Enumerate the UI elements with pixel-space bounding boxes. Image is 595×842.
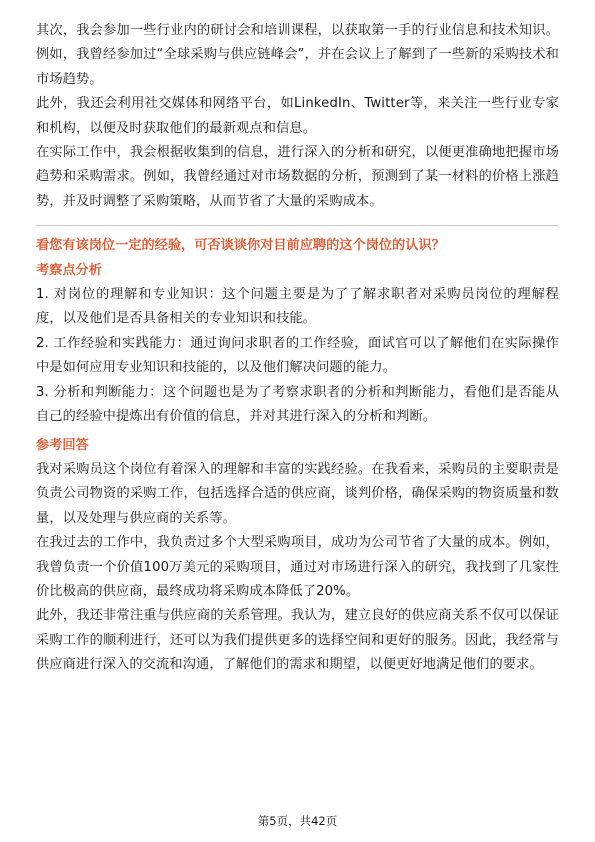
analysis-item: 2. 工作经验和实践能力：通过询问求职者的工作经验，面试官可以了解他们在实际操作中是如何应用专业知识和技能的，以及他们解决问题的能力。 (36, 335, 559, 376)
page-number-footer: 第5页，共42页 (257, 814, 338, 828)
reference-paragraph: 在我过去的工作中，我负责过多个大型采购项目，成功为公司节省了大量的成本。例如，我曾负责一个价值100万美元的采购项目，通过对市场进行深入的研究，我找到了几家性价比极高的供应商，最终成功将采购成本降低了20%。 (36, 535, 559, 599)
paragraph-social-media: 此外，我还会利用社交媒体和网络平台，如LinkedIn、Twitter等，来关注一些行业专家和机构，以便及时获取他们的最新观点和信息。 (36, 96, 559, 136)
section-divider (36, 225, 559, 226)
interview-question: 看您有该岗位一定的经验，可否谈谈你对目前应聘的这个岗位的认识？ (36, 238, 445, 254)
page-content (36, 19, 559, 678)
reference-paragraph: 我对采购员这个岗位有着深入的理解和丰富的实践经验。在我看来，采购员的主要职责是负责公司物资的采购工作，包括选择合适的供应商，谈判价格，确保采购的物资质量和数量，以及处理与供应商的关系等。 (36, 461, 559, 526)
analysis-item: 3. 分析和判断能力：这个问题也是为了考察求职者的分析和判断能力，看他们是否能从自己的经验中提炼出有价值的信息，并对其进行深入的分析和判断。 (36, 384, 559, 425)
reference-paragraph: 此外，我还非常注重与供应商的关系管理。我认为，建立良好的供应商关系不仅可以保证采购工作的顺利进行，还可以为我们提供更多的选择空间和更好的服务。因此，我经常与供应商进行深入的交流和沟通，了解他们的需求和期望，以便更好地满足他们的要求。 (36, 608, 559, 673)
paragraph-seminars: 其次，我会参加一些行业内的研讨会和培训课程，以获取第一手的行业信息和技术知识。例如，我曾经参加过“全球采购与供应链峰会”，并在会议上了解到了一些新的采购技术和市场趋势。 (36, 23, 559, 87)
analysis-heading: 考察点分析 (36, 262, 102, 278)
analysis-item: 1. 对岗位的理解和专业知识：这个问题主要是为了了解求职者对采购员岗位的理解程度，以及他们是否具备相关的专业知识和技能。 (36, 287, 559, 327)
reference-answer-heading: 参考回答 (36, 437, 89, 453)
paragraph-analysis-practice: 在实际工作中，我会根据收集到的信息，进行深入的分析和研究，以便更准确地把握市场趋势和采购需求。例如，我曾经通过对市场数据的分析，预测到了某一材料的价格上涨趋势，并及时调整了采购策略，从而节省了大量的采购成本。 (36, 145, 559, 209)
